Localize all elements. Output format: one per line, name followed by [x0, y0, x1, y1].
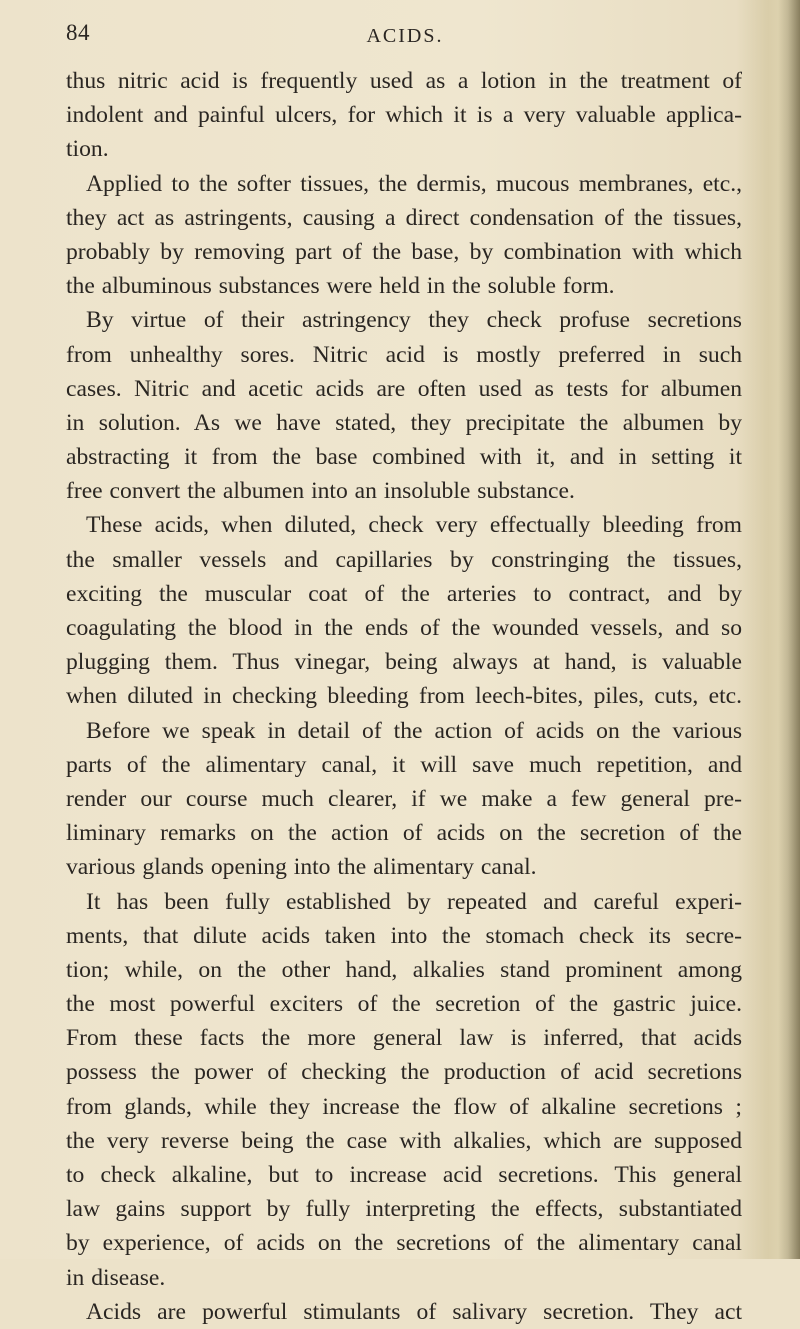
text-line: parts of the alimentary canal, it will save much repetition, and	[66, 751, 742, 778]
text-line: the very reverse being the case with alkalies, which are supposed	[66, 1127, 742, 1154]
text-line: These acids, when diluted, check very effectually bleeding from	[86, 512, 742, 539]
text-line: liminary remarks on the action of acids on the secretion of the	[66, 820, 742, 847]
text-line: free convert the albumen into an insoluble substance.	[66, 478, 575, 505]
text-line: render our course much clearer, if we make a few general pre-	[66, 785, 742, 812]
text-line: It has been fully established by repeated and careful experi-	[86, 888, 742, 915]
text-line: By virtue of their astringency they check profuse secretions	[86, 307, 742, 334]
text-line: the smaller vessels and capillaries by constringing the tissues,	[66, 546, 742, 573]
text-line: indolent and painful ulcers, for which it is a very valuable applica-	[66, 102, 742, 129]
body-text	[66, 64, 742, 1329]
text-line: to check alkaline, but to increase acid secretions. This general	[66, 1162, 742, 1188]
text-line: tion; while, on the other hand, alkalies stand prominent among	[66, 956, 742, 983]
text-line: possess the power of checking the production of acid secretions	[66, 1059, 742, 1086]
text-line: probably by removing part of the base, by combination with which	[66, 238, 742, 265]
text-line: Applied to the softer tissues, the dermis, mucous membranes, etc.,	[86, 170, 742, 197]
text-line: thus nitric acid is frequently used as a lotion in the treatment of	[66, 68, 742, 94]
text-line: in solution. As we have stated, they precipitate the albumen by	[66, 409, 742, 436]
text-line: Before we speak in detail of the action of acids on the various	[86, 717, 742, 744]
text-line: From these facts the more general law is inferred, that acids	[66, 1025, 742, 1052]
text-line: exciting the muscular coat of the arteries to contract, and by	[66, 580, 742, 607]
text-line: plugging them. Thus vinegar, being always at hand, is valuable	[66, 649, 742, 676]
text-line: law gains support by fully interpreting the effects, substantiated	[66, 1196, 742, 1223]
text-line: cases. Nitric and acetic acids are often used as tests for albumen	[66, 375, 742, 402]
text-line: by experience, of acids on the secretions of the alimentary canal	[66, 1230, 742, 1257]
text-line: when diluted in checking bleeding from leech-bites, piles, cuts, etc.	[66, 683, 742, 710]
running-title: ACIDS.	[366, 25, 444, 47]
text-line: ments, that dilute acids taken into the stomach check its secre-	[66, 922, 742, 949]
text-line: from glands, while they increase the flow of alkaline secretions ;	[66, 1093, 742, 1120]
page-number: 84	[66, 20, 90, 45]
page-edge-shadow	[778, 0, 800, 1259]
text-line: Acids are powerful stimulants of salivary secretion. They act	[86, 1298, 742, 1325]
text-line: from unhealthy sores. Nitric acid is mostly preferred in such	[66, 341, 742, 368]
text-line: the albuminous substances were held in the soluble form.	[66, 273, 615, 300]
text-line: various glands opening into the alimentary canal.	[66, 854, 537, 881]
text-line: coagulating the blood in the ends of the wounded vessels, and so	[66, 615, 742, 641]
text-line: tion.	[66, 136, 109, 163]
text-line: they act as astringents, causing a direct condensation of the tissues,	[66, 204, 742, 231]
text-line: the most powerful exciters of the secretion of the gastric juice.	[66, 991, 742, 1018]
text-line: in disease.	[66, 1264, 166, 1291]
text-line: abstracting it from the base combined with it, and in setting it	[66, 444, 742, 471]
